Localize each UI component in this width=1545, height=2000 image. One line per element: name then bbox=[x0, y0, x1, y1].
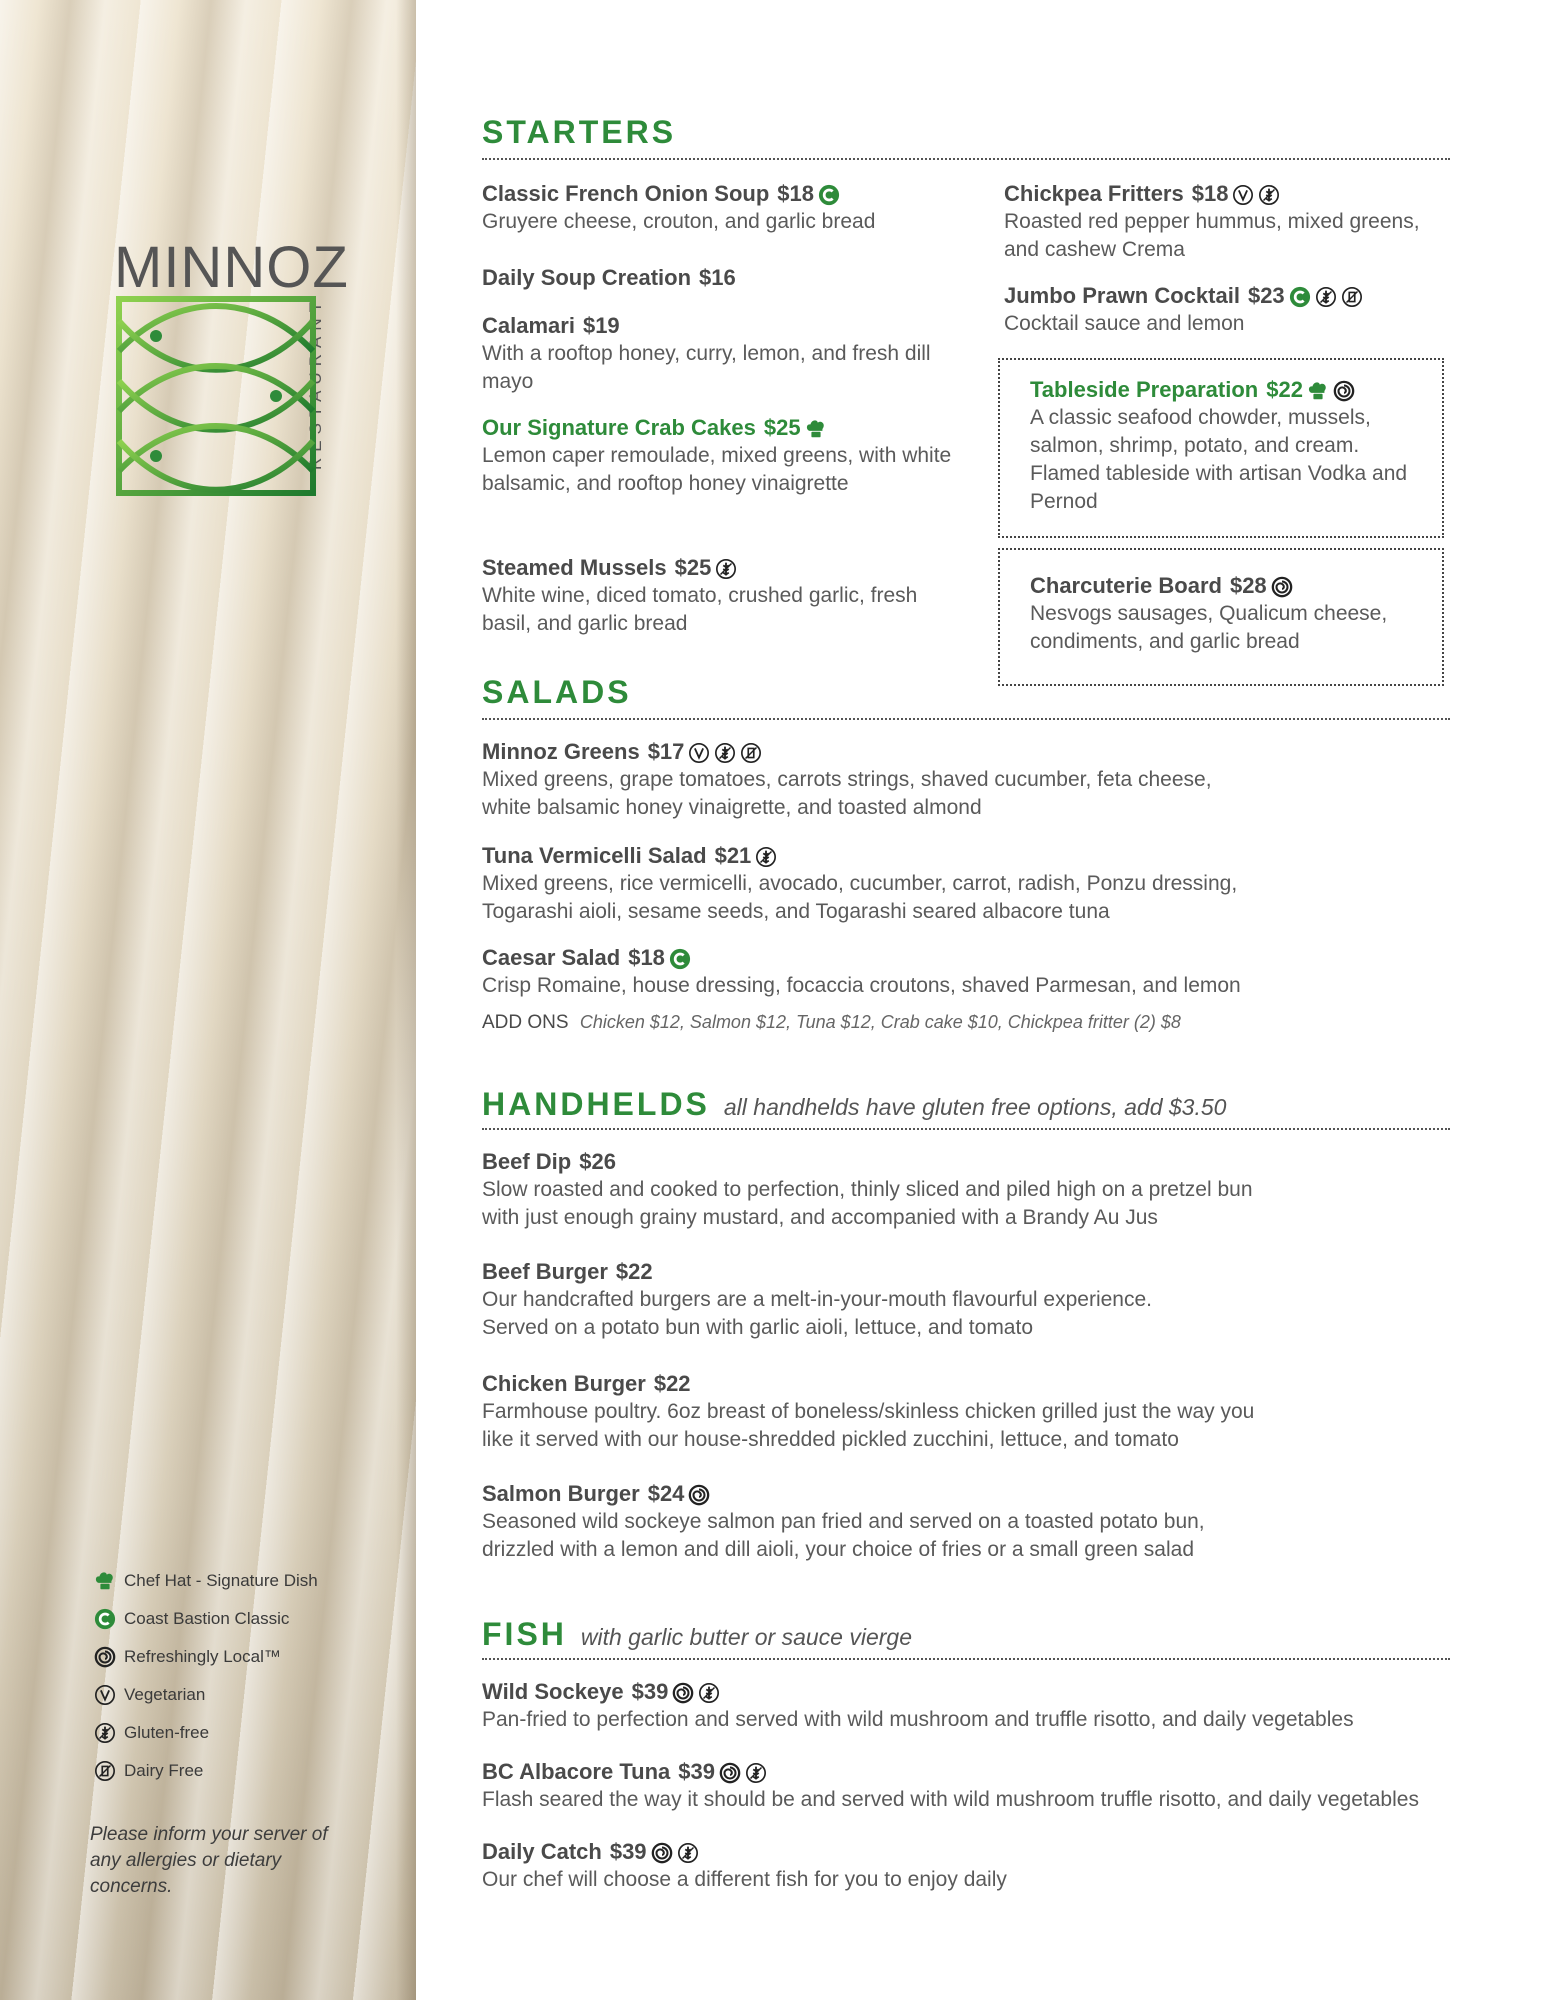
menu-item-header bbox=[482, 264, 952, 292]
drape-panel bbox=[0, 0, 416, 2000]
item-price: $22 bbox=[615, 1259, 653, 1284]
item-name: Jumbo Prawn Cocktail bbox=[1004, 283, 1240, 308]
chef-hat-icon bbox=[1307, 380, 1329, 402]
gluten-free-icon bbox=[698, 1682, 720, 1704]
menu-item bbox=[1004, 282, 1424, 338]
menu-item-header bbox=[482, 554, 952, 582]
item-name: Our Signature Crab Cakes bbox=[482, 415, 756, 440]
menu-item bbox=[482, 180, 952, 236]
item-name: Salmon Burger bbox=[482, 1481, 640, 1506]
icon-legend bbox=[90, 1562, 370, 1790]
item-price: $22 bbox=[1266, 377, 1303, 402]
handhelds-title-text: HANDHELDS bbox=[482, 1086, 710, 1122]
vegetarian-icon bbox=[1232, 184, 1254, 206]
item-price: $28 bbox=[1229, 573, 1267, 598]
chef-hat-icon bbox=[94, 1570, 116, 1592]
item-description: Our chef will choose a different fish for you to enjoy daily bbox=[482, 1868, 1007, 1891]
item-name: Wild Sockeye bbox=[482, 1679, 624, 1704]
item-price: $18 bbox=[777, 181, 814, 206]
item-price: $18 bbox=[1191, 181, 1229, 206]
item-price: $21 bbox=[714, 843, 752, 868]
menu-item-header bbox=[482, 1758, 1532, 1786]
item-description: Togarashi aioli, sesame seeds, and Togarashi seared albacore tuna bbox=[482, 900, 1110, 923]
item-description: Cocktail sauce and lemon bbox=[1004, 312, 1245, 335]
item-price: $39 bbox=[631, 1679, 669, 1704]
menu-item bbox=[482, 1258, 1522, 1342]
menu-item-header bbox=[1030, 376, 1430, 404]
item-name: Daily Soup Creation bbox=[482, 265, 692, 290]
item-price: $19 bbox=[582, 313, 620, 338]
item-price: $39 bbox=[678, 1759, 715, 1784]
menu-item-header bbox=[482, 1258, 1522, 1286]
menu-item bbox=[482, 1758, 1532, 1814]
item-name: Charcuterie Board bbox=[1030, 573, 1222, 598]
handhelds-subtitle: all handhelds have gluten free options, add $3.50 bbox=[723, 1094, 1227, 1120]
menu-item bbox=[482, 1838, 1532, 1894]
coast-bastion-icon bbox=[1289, 286, 1311, 308]
item-description: with just enough grainy mustard, and accompanied with a Brandy Au Jus bbox=[482, 1206, 1158, 1229]
legend-item bbox=[90, 1600, 370, 1638]
item-price: $22 bbox=[653, 1371, 691, 1396]
item-name: Calamari bbox=[482, 313, 575, 338]
item-price: $25 bbox=[763, 415, 801, 440]
item-description: Crisp Romaine, house dressing, focaccia croutons, shaved Parmesan, and lemon bbox=[482, 974, 1241, 997]
item-price: $39 bbox=[609, 1839, 647, 1864]
menu-item-header bbox=[482, 1148, 1522, 1176]
gluten-free-icon bbox=[745, 1762, 767, 1784]
fish-title bbox=[482, 1616, 912, 1653]
menu-item bbox=[1030, 376, 1430, 516]
menu-item-header bbox=[482, 1370, 1522, 1398]
item-description: like it served with our house-shredded pickled zucchini, lettuce, and tomato bbox=[482, 1428, 1179, 1451]
item-description: Served on a potato bun with garlic aioli, lettuce, and tomato bbox=[482, 1316, 1034, 1339]
handhelds-divider bbox=[482, 1128, 1450, 1130]
addons-label: ADD ONS bbox=[482, 1012, 569, 1033]
menu-item bbox=[482, 414, 952, 498]
item-description: Nesvogs sausages, Qualicum cheese, condiments, and garlic bread bbox=[1030, 602, 1388, 653]
salad-addons bbox=[482, 1012, 1181, 1034]
addons-text: Chicken $12, Salmon $12, Tuna $12, Crab cake $10, Chickpea fritter (2) $8 bbox=[579, 1012, 1181, 1032]
menu-item bbox=[482, 554, 952, 638]
item-price: $16 bbox=[699, 265, 736, 290]
item-description: Pan-fried to perfection and served with wild mushroom and truffle risotto, and daily vegetables bbox=[482, 1708, 1354, 1731]
item-description: Mixed greens, grape tomatoes, carrots strings, shaved cucumber, feta cheese, bbox=[482, 768, 1212, 791]
gluten-free-icon bbox=[1315, 286, 1337, 308]
vegetarian-icon bbox=[94, 1684, 116, 1706]
legend-label: Gluten-free bbox=[124, 1723, 210, 1742]
menu-item bbox=[1004, 180, 1424, 264]
item-price: $18 bbox=[628, 945, 665, 970]
item-name: Chicken Burger bbox=[482, 1371, 646, 1396]
refreshingly-local-icon bbox=[1271, 576, 1293, 598]
menu-item bbox=[482, 842, 1482, 926]
legend-label: Dairy Free bbox=[124, 1761, 204, 1780]
item-description: white balsamic honey vinaigrette, and toasted almond bbox=[482, 796, 982, 819]
gluten-free-icon bbox=[715, 558, 737, 580]
salads-title: SALADS bbox=[482, 674, 632, 710]
menu-item-header bbox=[482, 738, 1482, 766]
item-name: Tableside Preparation bbox=[1030, 377, 1259, 402]
item-name: Steamed Mussels bbox=[482, 555, 667, 580]
menu-item-header bbox=[482, 414, 952, 442]
item-name: Beef Dip bbox=[482, 1149, 572, 1174]
item-description: Farmhouse poultry. 6oz breast of boneless/skinless chicken grilled just the way you bbox=[482, 1400, 1255, 1423]
item-name: Chickpea Fritters bbox=[1004, 181, 1184, 206]
menu-item-header bbox=[482, 1480, 1522, 1508]
starters-title: STARTERS bbox=[482, 114, 677, 150]
item-description: With a rooftop honey, curry, lemon, and fresh dill mayo bbox=[482, 342, 931, 393]
legend-label: Vegetarian bbox=[124, 1685, 206, 1704]
item-name: Daily Catch bbox=[482, 1839, 602, 1864]
brand-name: MINNOZ bbox=[114, 235, 349, 300]
allergy-notice: Please inform your server of any allergies or dietary concerns. bbox=[90, 1824, 328, 1897]
vegetarian-icon bbox=[688, 742, 710, 764]
item-price: $23 bbox=[1247, 283, 1285, 308]
refreshingly-local-icon bbox=[672, 1682, 694, 1704]
dairy-free-icon bbox=[94, 1760, 116, 1782]
menu-item-header bbox=[482, 1838, 1532, 1866]
fish-divider bbox=[482, 1658, 1450, 1660]
menu-item-header bbox=[1004, 180, 1424, 208]
gluten-free-icon bbox=[1258, 184, 1280, 206]
item-price: $26 bbox=[579, 1149, 616, 1174]
refreshingly-local-icon bbox=[719, 1762, 741, 1784]
item-name: Classic French Onion Soup bbox=[482, 181, 770, 206]
item-name: Minnoz Greens bbox=[482, 739, 640, 764]
legend-label: Chef Hat - Signature Dish bbox=[124, 1571, 318, 1590]
menu-item-header bbox=[1030, 572, 1430, 600]
fish-title-text: FISH bbox=[482, 1616, 567, 1652]
gluten-free-icon bbox=[94, 1722, 116, 1744]
menu-item bbox=[482, 1678, 1532, 1734]
menu-item bbox=[482, 1148, 1522, 1232]
menu-item bbox=[482, 738, 1482, 822]
menu-item-header bbox=[482, 944, 1482, 972]
item-description: A classic seafood chowder, mussels, salmon, shrimp, potato, and cream. Flamed tableside with artisan Vodka and Pernod bbox=[1030, 406, 1408, 513]
item-price: $25 bbox=[674, 555, 712, 580]
item-description: Our handcrafted burgers are a melt-in-your-mouth flavourful experience. bbox=[482, 1288, 1152, 1311]
item-description: Seasoned wild sockeye salmon pan fried and served on a toasted potato bun, bbox=[482, 1510, 1205, 1533]
item-name: Beef Burger bbox=[482, 1259, 608, 1284]
menu-item bbox=[482, 944, 1482, 1000]
brand-subtitle: RESTAURANT bbox=[306, 296, 325, 470]
item-description: White wine, diced tomato, crushed garlic, fresh basil, and garlic bread bbox=[482, 584, 918, 635]
item-description: Slow roasted and cooked to perfection, thinly sliced and piled high on a pretzel bun bbox=[482, 1178, 1253, 1201]
gluten-free-icon bbox=[714, 742, 736, 764]
item-description: Mixed greens, rice vermicelli, avocado, cucumber, carrot, radish, Ponzu dressing, bbox=[482, 872, 1238, 895]
legend-label: Coast Bastion Classic bbox=[124, 1609, 290, 1628]
refreshingly-local-icon bbox=[94, 1646, 116, 1668]
item-description: Roasted red pepper hummus, mixed greens, and cashew Crema bbox=[1004, 210, 1420, 261]
item-price: $24 bbox=[647, 1481, 685, 1506]
item-name: BC Albacore Tuna bbox=[482, 1759, 671, 1784]
starters-divider bbox=[482, 158, 1450, 160]
coast-bastion-icon bbox=[94, 1608, 116, 1630]
refreshingly-local-icon bbox=[651, 1842, 673, 1864]
chef-hat-icon bbox=[805, 418, 827, 440]
coast-bastion-icon bbox=[818, 184, 840, 206]
handhelds-title bbox=[482, 1086, 1226, 1123]
menu-item-header bbox=[482, 180, 952, 208]
menu-item-header bbox=[482, 312, 952, 340]
gluten-free-icon bbox=[677, 1842, 699, 1864]
gluten-free-icon bbox=[755, 846, 777, 868]
coast-bastion-icon bbox=[669, 948, 691, 970]
item-description: Gruyere cheese, crouton, and garlic bread bbox=[482, 210, 876, 233]
fish-subtitle: with garlic butter or sauce vierge bbox=[580, 1624, 912, 1650]
menu-item-header bbox=[482, 1678, 1532, 1706]
salads-divider bbox=[482, 718, 1450, 720]
menu-item-header bbox=[482, 842, 1482, 870]
menu-item bbox=[1030, 572, 1430, 656]
item-description: drizzled with a lemon and dill aioli, your choice of fries or a small green salad bbox=[482, 1538, 1195, 1561]
item-name: Caesar Salad bbox=[482, 945, 621, 970]
menu-item bbox=[482, 264, 952, 292]
menu-item bbox=[482, 1370, 1522, 1454]
item-description: Flash seared the way it should be and served with wild mushroom truffle risotto, and daily vegetables bbox=[482, 1788, 1419, 1811]
refreshingly-local-icon bbox=[688, 1484, 710, 1506]
menu-item-header bbox=[1004, 282, 1424, 310]
item-name: Tuna Vermicelli Salad bbox=[482, 843, 707, 868]
item-description: Lemon caper remoulade, mixed greens, with white balsamic, and rooftop honey vinaigrette bbox=[482, 444, 952, 495]
menu-item bbox=[482, 312, 952, 396]
dairy-free-icon bbox=[1341, 286, 1363, 308]
legend-item bbox=[90, 1752, 370, 1790]
legend-item bbox=[90, 1676, 370, 1714]
item-price: $17 bbox=[647, 739, 685, 764]
refreshingly-local-icon bbox=[1333, 380, 1355, 402]
legend-label: Refreshingly Local™ bbox=[124, 1647, 281, 1666]
legend-item bbox=[90, 1562, 370, 1600]
logo-fish-emblem bbox=[116, 296, 316, 496]
dairy-free-icon bbox=[740, 742, 762, 764]
menu-item bbox=[482, 1480, 1522, 1564]
legend-item bbox=[90, 1714, 370, 1752]
legend-item bbox=[90, 1638, 370, 1676]
